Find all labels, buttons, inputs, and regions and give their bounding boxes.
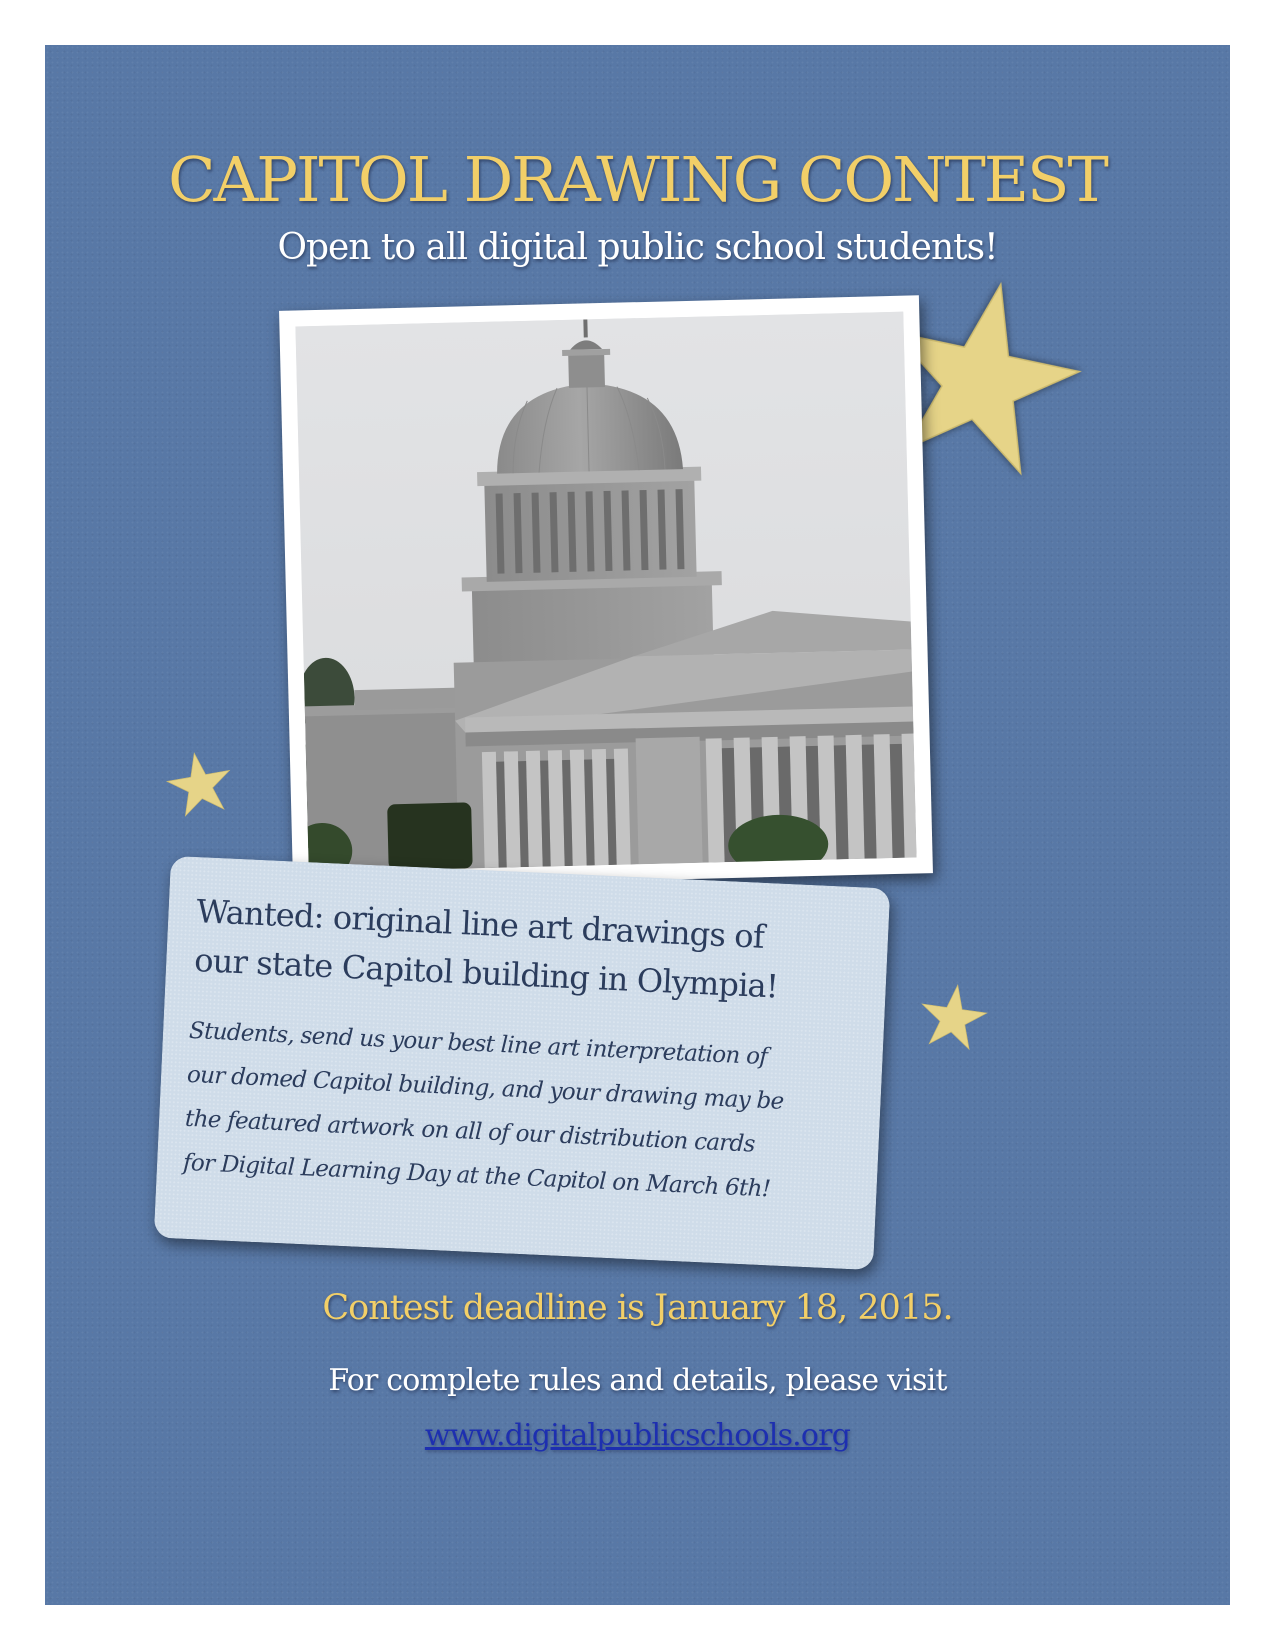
capitol-photo-frame — [279, 295, 933, 888]
description-line: the featured artwork on all of our distribution cards — [184, 1105, 756, 1158]
flyer-background — [45, 45, 1230, 1605]
contest-subtitle: Open to all digital public school students! — [277, 227, 998, 268]
contest-details-card — [154, 856, 891, 1270]
rules-text: For complete rules and details, please visit — [328, 1363, 947, 1398]
contest-deadline: Contest deadline is January 18, 2015. — [322, 1288, 953, 1328]
description-line: our domed Capitol building, and your drawing may be — [186, 1061, 785, 1115]
contest-description — [182, 1009, 879, 1216]
headline-line: our state Capitol building in Olympia! — [193, 941, 779, 1006]
description-line: Students, send us your best line art interpretation of — [188, 1017, 768, 1071]
website-link[interactable]: www.digitalpublicschools.org — [424, 1418, 851, 1453]
capitol-building-illustration — [295, 312, 916, 873]
star-icon — [163, 751, 237, 821]
wanted-headline — [193, 887, 877, 1016]
capitol-photo — [295, 312, 916, 873]
star-icon — [915, 983, 991, 1055]
website-link-container — [45, 1418, 1230, 1453]
headline-line: Wanted: original line art drawings of — [195, 892, 765, 956]
description-line: for Digital Learning Day at the Capitol on March 6th! — [182, 1149, 771, 1203]
contest-title: CAPITOL DRAWING CONTEST — [168, 143, 1107, 216]
